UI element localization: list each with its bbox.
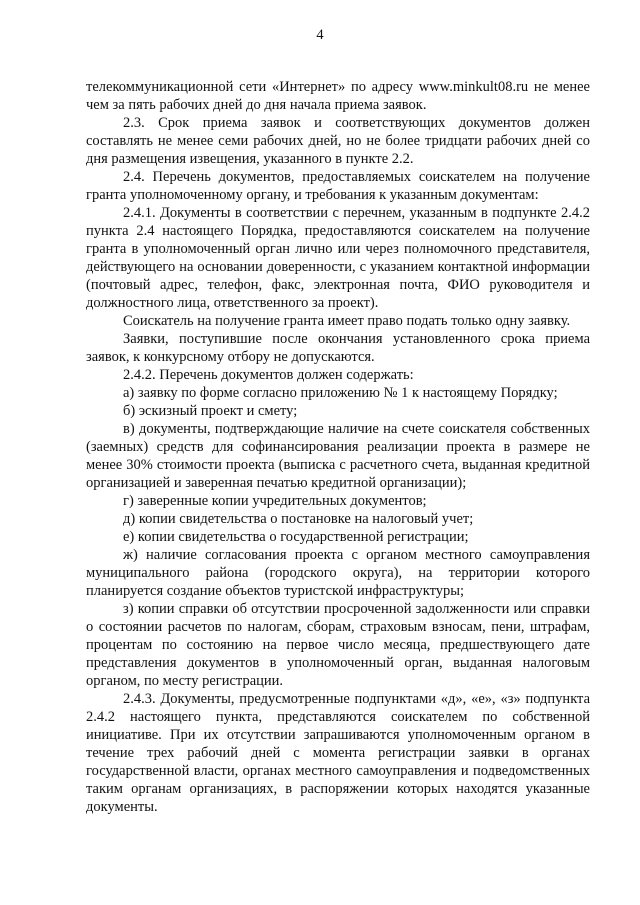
document-body bbox=[86, 78, 590, 816]
list-item-zh: ж) наличие согласования проекта с органом местного самоуправления муниципального района (городского округа), на территории которого планируется создание объектов туристской инфраструктуры; bbox=[86, 547, 590, 599]
paragraph-2-4: 2.4. Перечень документов, предоставляемых соискателем на получение гранта уполномоченному органу, и требования к указанным документам: bbox=[86, 169, 590, 203]
list-item-v: в) документы, подтверждающие наличие на счете соискателя собственных (заемных) средств для софинансирования реализации проекта в размере не менее 30% стоимости проекта (выписка с расчетного счета, выданная кредитной организацией и заверенная печатью кредитной организации); bbox=[86, 421, 590, 491]
paragraph-2-4-2: 2.4.2. Перечень документов должен содержать: bbox=[123, 367, 414, 383]
list-item-e: е) копии свидетельства о государственной регистрации; bbox=[123, 529, 469, 545]
list-item-a: а) заявку по форме согласно приложению № 1 к настоящему Порядку; bbox=[123, 385, 558, 401]
paragraph-2-4-3: 2.4.3. Документы, предусмотренные подпунктами «д», «е», «з» подпункта 2.4.2 настоящего пункта, представляются соискателем по собственной инициативе. При их отсутствии запрашиваются уполномоченным органом в течение трех рабочий дней с момента регистрации заявки в органах государственной власти, органах местного самоуправления и подведомственных таким органам организациях, в распоряжении которых находятся указанные документы. bbox=[86, 691, 590, 815]
paragraph-one-application: Соискатель на получение гранта имеет право подать только одну заявку. bbox=[123, 313, 571, 329]
list-item-b: б) эскизный проект и смету; bbox=[123, 403, 298, 419]
page-number: 4 bbox=[316, 27, 324, 43]
list-item-z: з) копии справки об отсутствии просроченной задолженности или справки о состоянии расчетов по налогам, сборам, страховым взносам, пени, штрафам, процентам по состоянию на первое число месяца, предшествующего дате представления документов в уполномоченный орган, выданная налоговым органом, по месту регистрации. bbox=[86, 601, 590, 689]
paragraph-intro-continuation: телекоммуникационной сети «Интернет» по адресу www.minkult08.ru не менее чем за пять рабочих дней до дня начала приема заявок. bbox=[86, 79, 590, 113]
paragraph-2-4-1: 2.4.1. Документы в соответствии с перечнем, указанным в подпункте 2.4.2 пункта 2.4 настоящего Порядка, предоставляются соискателем на получение гранта в уполномоченный орган лично или через полномочного представителя, действующего на основании доверенности, с указанием контактной информации (почтовый адрес, телефон, факс, электронная почта, ФИО руководителя и должностного лица, ответственного за проект). bbox=[86, 205, 590, 311]
paragraph-2-3: 2.3. Срок приема заявок и соответствующих документов должен составлять не менее семи рабочих дней, но не более тридцати рабочих дней со дня размещения извещения, указанного в пункте 2.2. bbox=[86, 115, 590, 167]
list-item-g: г) заверенные копии учредительных документов; bbox=[123, 493, 427, 509]
list-item-d: д) копии свидетельства о постановке на налоговый учет; bbox=[123, 511, 474, 527]
paragraph-late-applications: Заявки, поступившие после окончания установленного срока приема заявок, к конкурсному отбору не допускаются. bbox=[86, 331, 590, 365]
